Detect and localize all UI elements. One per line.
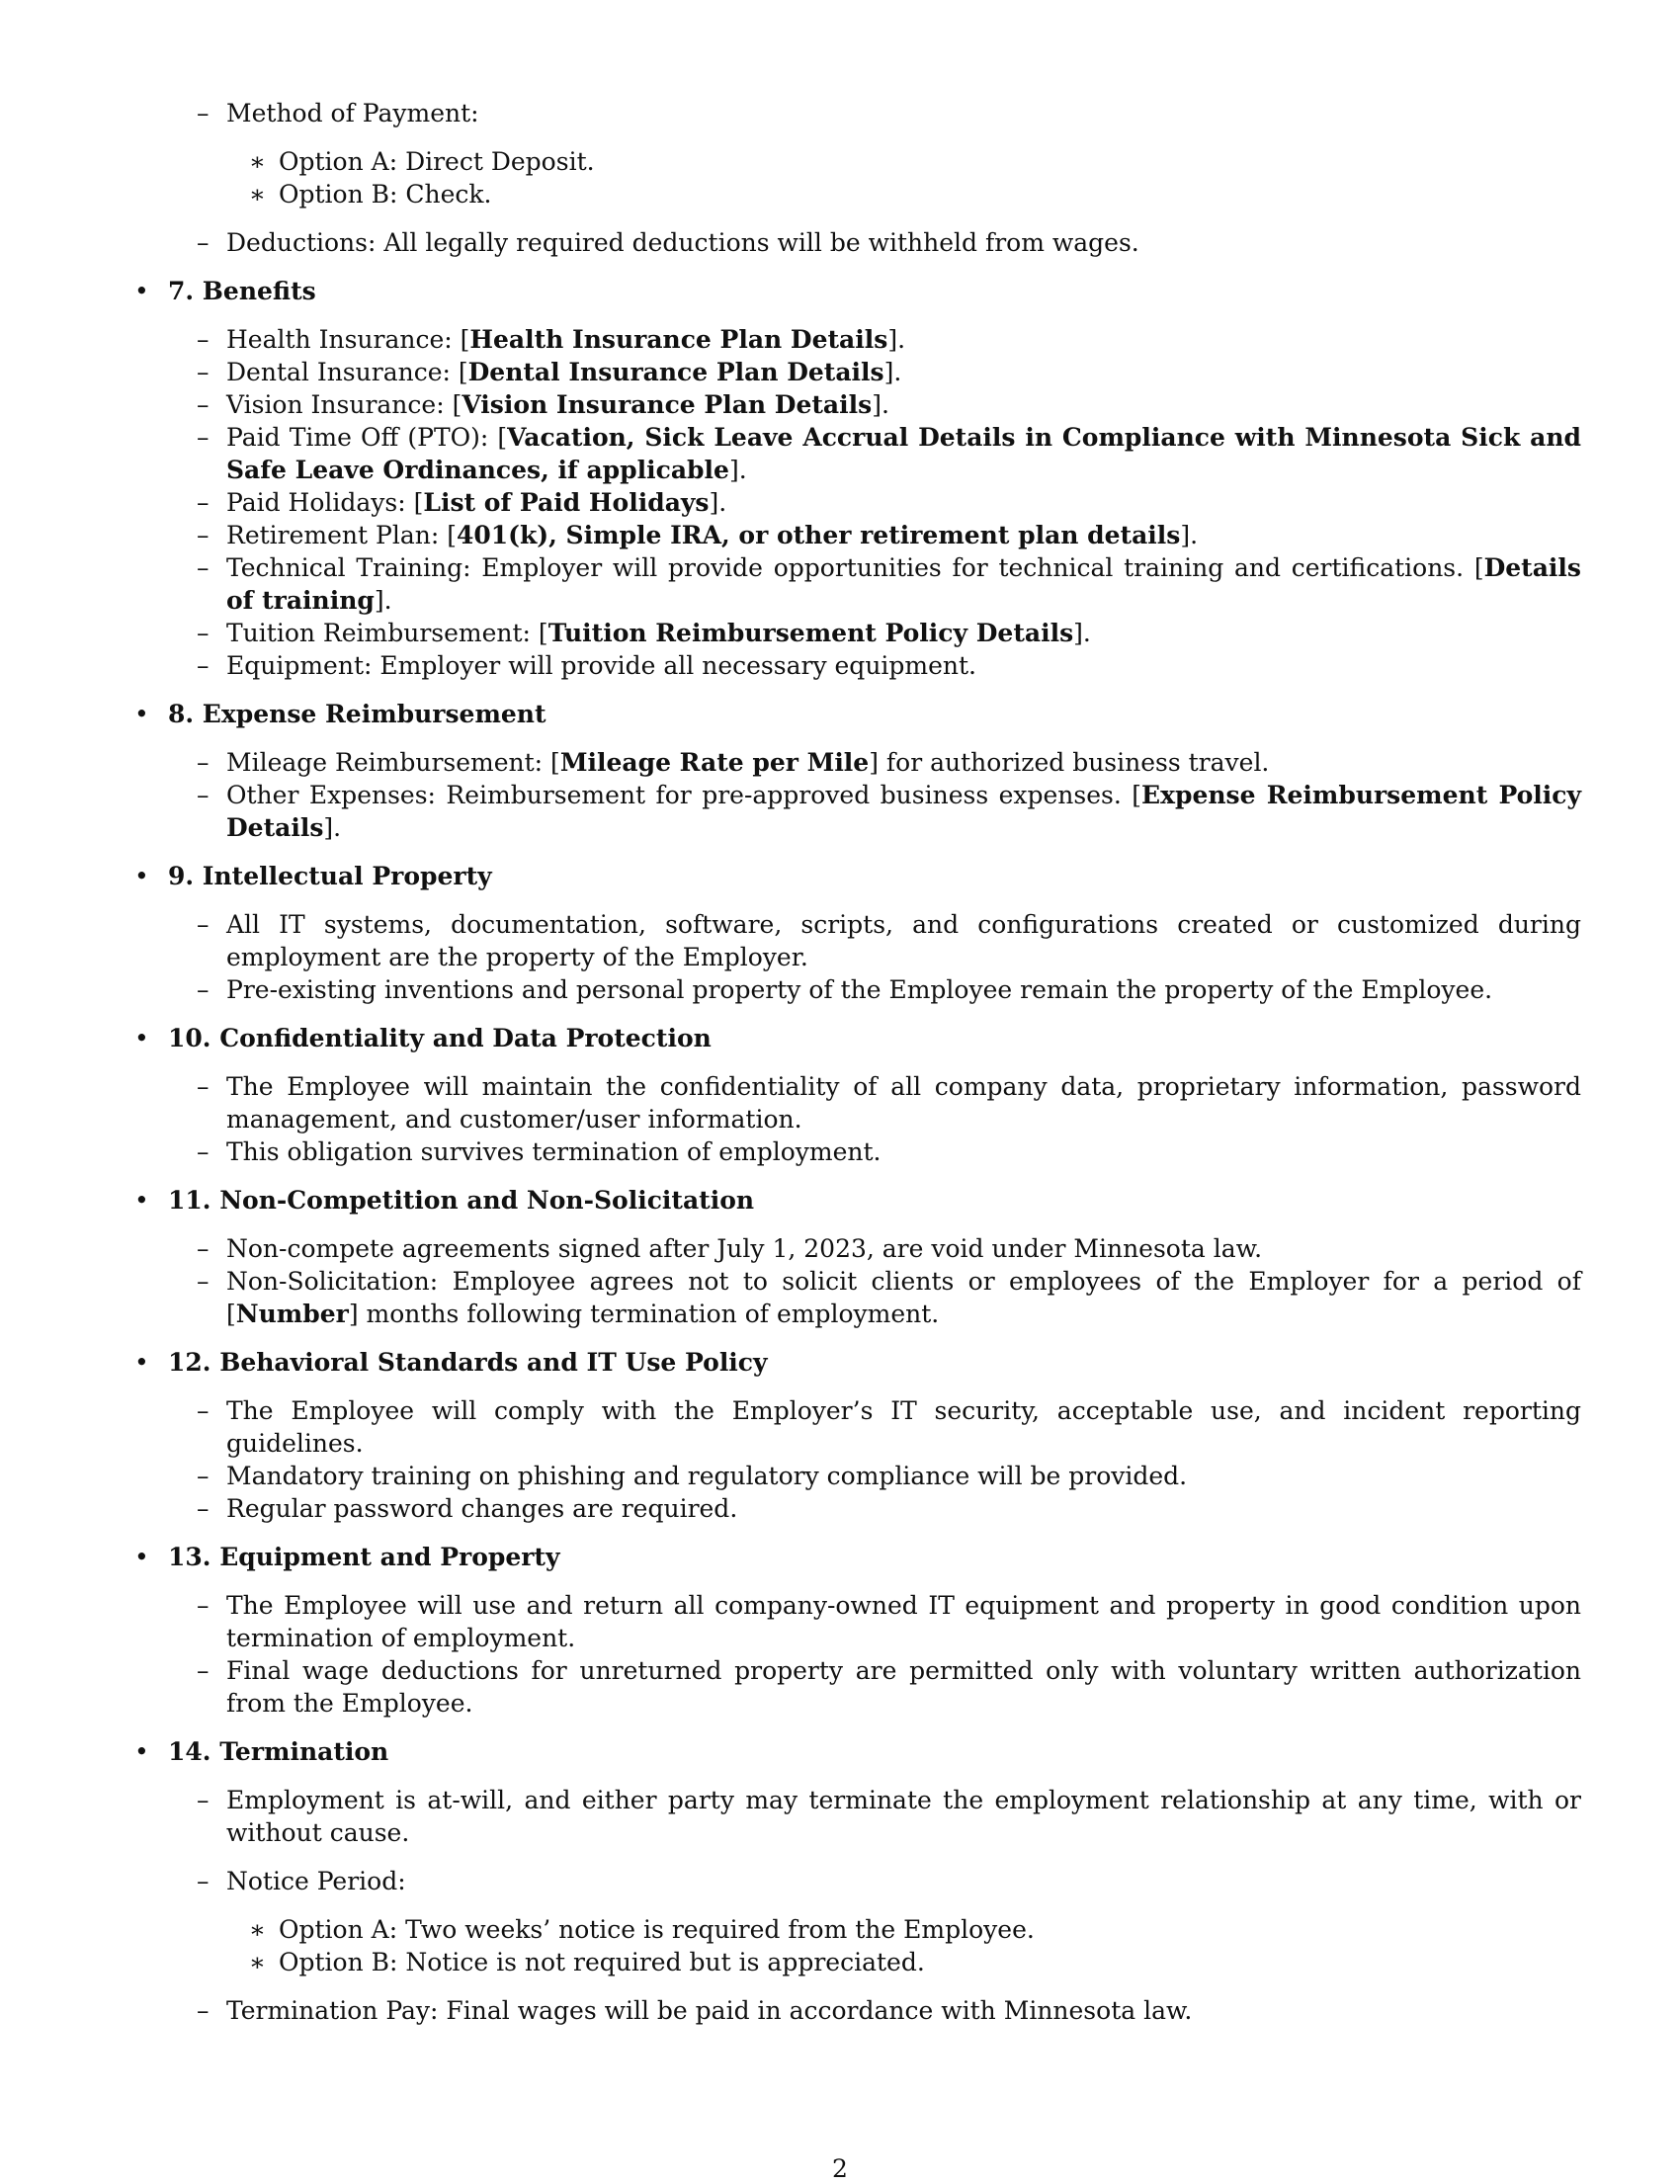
payment-options — [128, 145, 1581, 210]
section-heading: • 11. Non-Competition and Non-Solicitation — [128, 1184, 1581, 1217]
list-item: – Regular password changes are required. — [128, 1492, 1581, 1525]
list-item: – Deductions: All legally required deductions will be withheld from wages. — [128, 226, 1581, 259]
list-item: – Technical Training: Employer will provide opportunities for technical training and certifications. [Details of training]. — [128, 551, 1581, 617]
list-item: – Mandatory training on phishing and regulatory compliance will be provided. — [128, 1460, 1581, 1492]
list-item: – Vision Insurance: [Vision Insurance Plan Details]. — [128, 388, 1581, 421]
list-item: – Equipment: Employer will provide all necessary equipment. — [128, 649, 1581, 682]
section-heading: • 14. Termination — [128, 1735, 1581, 1768]
section-heading: • 8. Expense Reimbursement — [128, 698, 1581, 730]
list-item: – Other Expenses: Reimbursement for pre-approved business expenses. [Expense Reimbursement Policy Details]. — [128, 779, 1581, 844]
list-item: – Paid Holidays: [List of Paid Holidays]. — [128, 486, 1581, 519]
document-body — [128, 97, 1581, 2027]
payment-continuation — [128, 97, 1581, 259]
list-item: – Termination Pay: Final wages will be paid in accordance with Minnesota law. — [128, 1994, 1581, 2027]
section-confidentiality — [128, 1022, 1581, 1168]
list-item: – This obligation survives termination of employment. — [128, 1135, 1581, 1168]
list-item: – Retirement Plan: [401(k), Simple IRA, or other retirement plan details]. — [128, 519, 1581, 551]
list-item: – Mileage Reimbursement: [Mileage Rate per Mile] for authorized business travel. — [128, 746, 1581, 779]
section-non-competition — [128, 1184, 1581, 1330]
section-equipment-property — [128, 1541, 1581, 1720]
section-behavioral-standards — [128, 1346, 1581, 1525]
list-subitem: ∗ Option B: Check. — [128, 178, 1581, 210]
list-item: – Paid Time Off (PTO): [Vacation, Sick Leave Accrual Details in Compliance with Minnesota Sick and Safe Leave Ordinances, if applicable]. — [128, 421, 1581, 486]
list-item: – Employment is at-will, and either party may terminate the employment relationship at any time, with or without cause. — [128, 1784, 1581, 1849]
list-item: – Tuition Reimbursement: [Tuition Reimbursement Policy Details]. — [128, 617, 1581, 649]
list-item: – Method of Payment: — [128, 97, 1581, 129]
list-item: – All IT systems, documentation, software, scripts, and configurations created or customized during employment are the property of the Employer. — [128, 908, 1581, 973]
section-termination — [128, 1735, 1581, 2027]
list-subitem: ∗ Option A: Two weeks’ notice is required from the Employee. — [128, 1913, 1581, 1946]
list-item: – Non-compete agreements signed after July 1, 2023, are void under Minnesota law. — [128, 1232, 1581, 1265]
list-item: – The Employee will comply with the Employer’s IT security, acceptable use, and incident reporting guidelines. — [128, 1394, 1581, 1460]
section-heading: • 13. Equipment and Property — [128, 1541, 1581, 1573]
section-benefits — [128, 275, 1581, 682]
list-item: – Pre-existing inventions and personal property of the Employee remain the property of the Employee. — [128, 973, 1581, 1006]
list-item: – The Employee will maintain the confidentiality of all company data, proprietary information, password management, and customer/user information. — [128, 1070, 1581, 1135]
list-item: – Non-Solicitation: Employee agrees not to solicit clients or employees of the Employer for a period of [Number] months following termination of employment. — [128, 1265, 1581, 1330]
page-number: 2 — [832, 2154, 848, 2183]
list-item: – Dental Insurance: [Dental Insurance Plan Details]. — [128, 356, 1581, 388]
list-item: – Health Insurance: [Health Insurance Plan Details]. — [128, 323, 1581, 356]
section-heading: • 9. Intellectual Property — [128, 860, 1581, 892]
section-heading: • 7. Benefits — [128, 275, 1581, 307]
list-subitem: ∗ Option B: Notice is not required but is appreciated. — [128, 1946, 1581, 1978]
list-item: – Final wage deductions for unreturned property are permitted only with voluntary written authorization from the Employee. — [128, 1654, 1581, 1720]
list-subitem: ∗ Option A: Direct Deposit. — [128, 145, 1581, 178]
list-item: – Notice Period: — [128, 1865, 1581, 1897]
notice-options — [128, 1913, 1581, 1978]
list-item: – The Employee will use and return all company-owned IT equipment and property in good condition upon termination of employment. — [128, 1589, 1581, 1654]
section-intellectual-property — [128, 860, 1581, 1006]
section-expense-reimbursement — [128, 698, 1581, 844]
section-heading: • 12. Behavioral Standards and IT Use Policy — [128, 1346, 1581, 1379]
section-heading: • 10. Confidentiality and Data Protection — [128, 1022, 1581, 1054]
